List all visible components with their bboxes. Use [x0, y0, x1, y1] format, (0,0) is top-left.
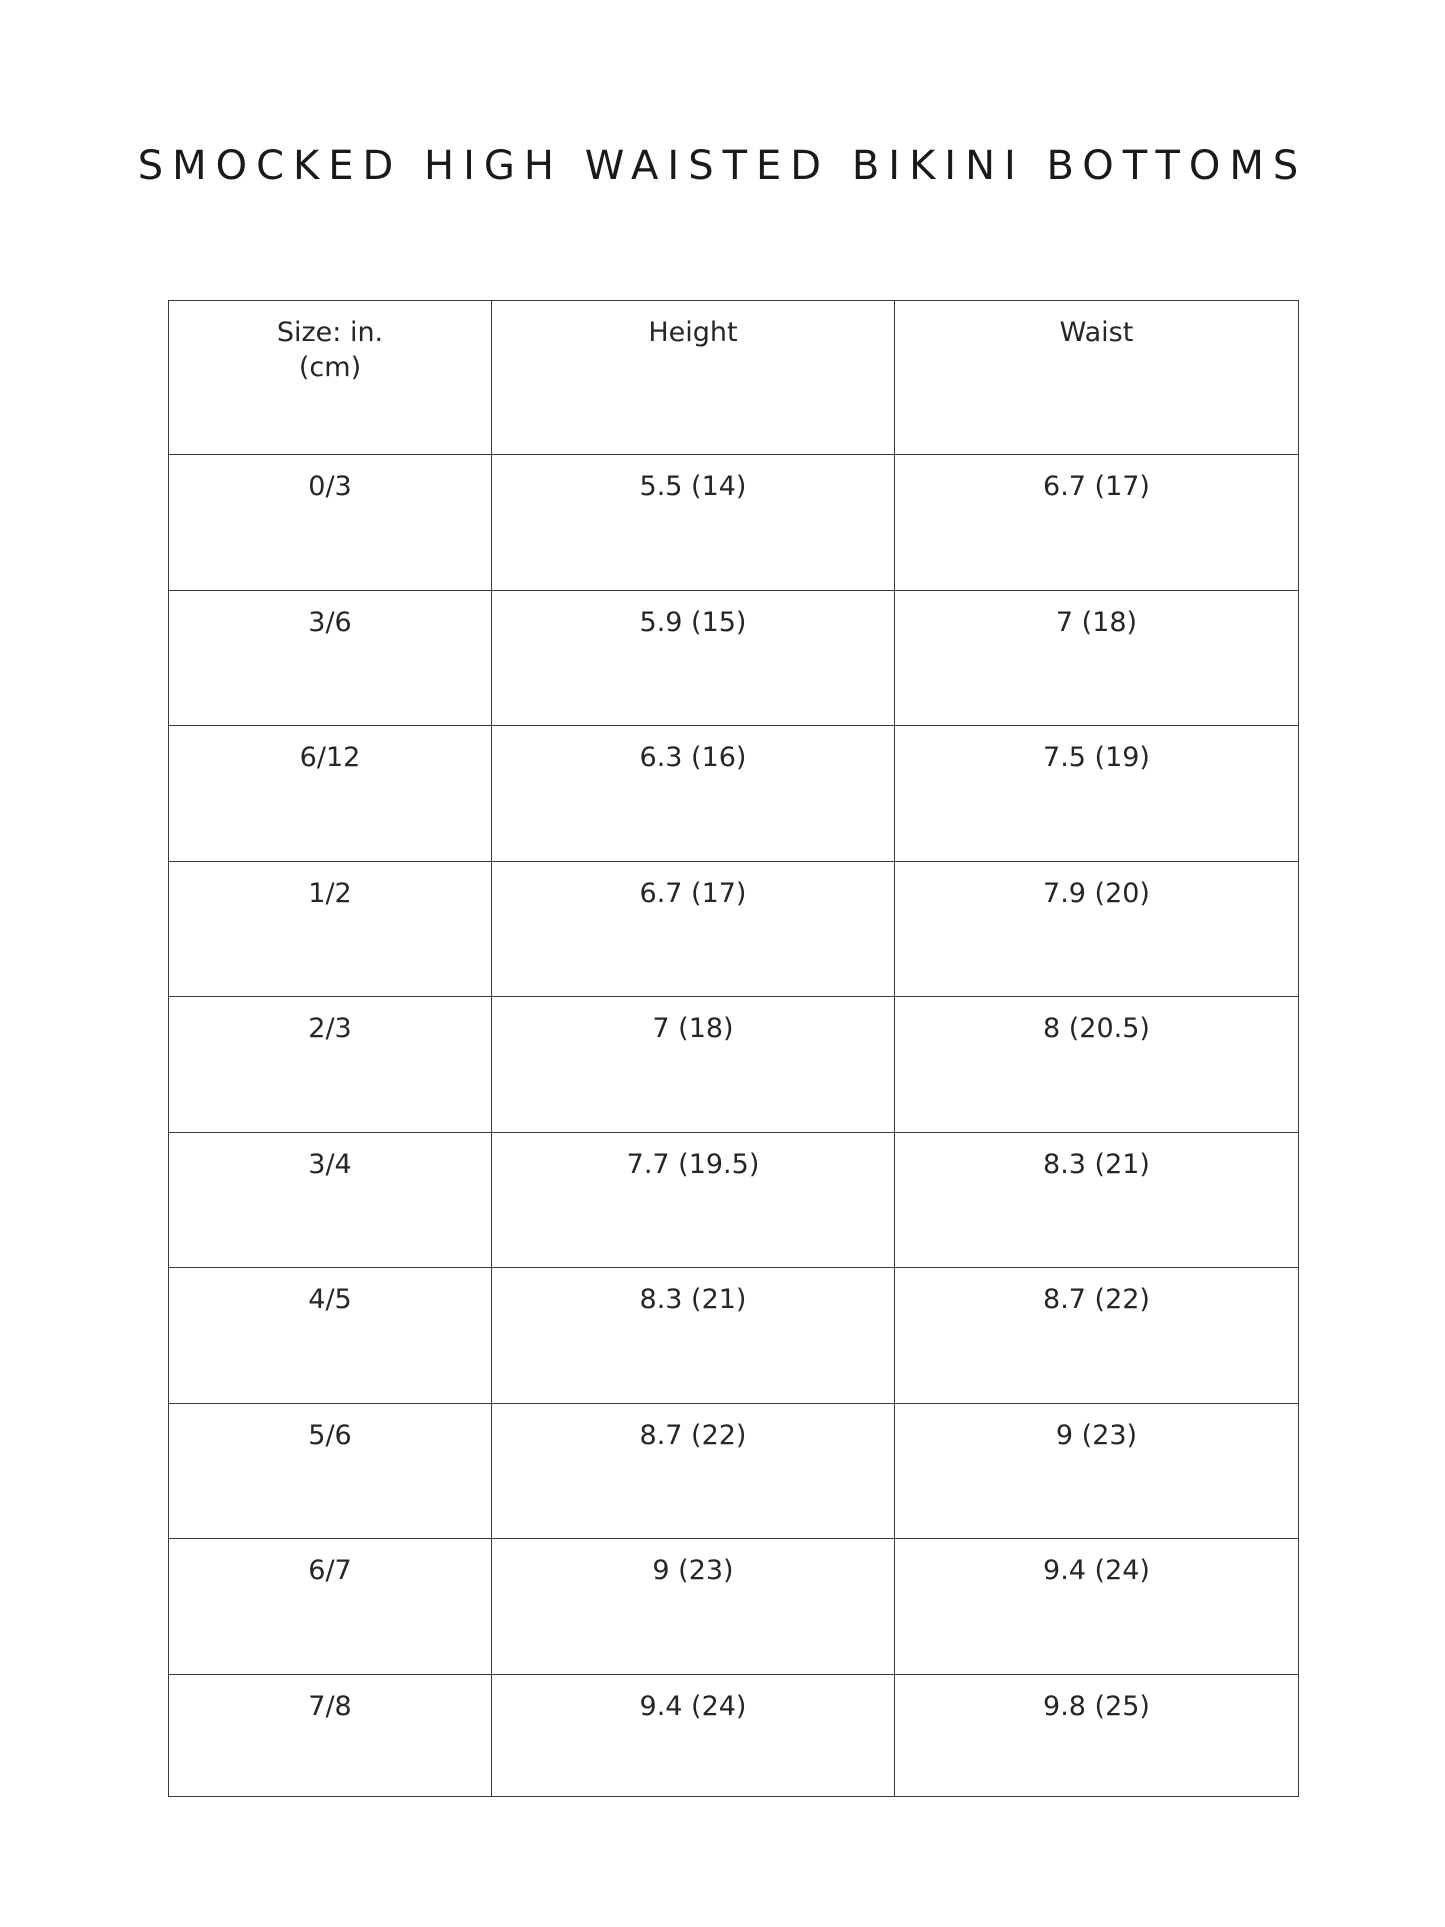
cell-height: 9 (23)	[492, 1539, 895, 1675]
cell-size: 3/6	[169, 590, 492, 726]
cell-size: 2/3	[169, 997, 492, 1133]
table-row	[169, 455, 1299, 591]
cell-height: 8.3 (21)	[492, 1268, 895, 1404]
table-row	[169, 1674, 1299, 1796]
header-waist: Waist	[895, 301, 1299, 455]
cell-size: 5/6	[169, 1403, 492, 1539]
cell-size: 6/7	[169, 1539, 492, 1675]
header-size	[169, 301, 492, 455]
table-row	[169, 1539, 1299, 1675]
size-chart-table	[168, 300, 1299, 1797]
table-row	[169, 861, 1299, 997]
table-header-row	[169, 301, 1299, 455]
cell-size: 0/3	[169, 455, 492, 591]
cell-size: 3/4	[169, 1132, 492, 1268]
header-height: Height	[492, 301, 895, 455]
cell-height: 6.7 (17)	[492, 861, 895, 997]
cell-height: 5.9 (15)	[492, 590, 895, 726]
cell-waist: 8.7 (22)	[895, 1268, 1299, 1404]
cell-waist: 7.5 (19)	[895, 726, 1299, 862]
cell-height: 5.5 (14)	[492, 455, 895, 591]
header-size-line2: (cm)	[298, 352, 362, 383]
table-row	[169, 1403, 1299, 1539]
table-row	[169, 726, 1299, 862]
cell-size: 4/5	[169, 1268, 492, 1404]
header-size-line1: Size: in.	[276, 317, 384, 348]
cell-waist: 8 (20.5)	[895, 997, 1299, 1133]
table-row	[169, 590, 1299, 726]
table-row	[169, 1268, 1299, 1404]
cell-height: 6.3 (16)	[492, 726, 895, 862]
cell-waist: 6.7 (17)	[895, 455, 1299, 591]
table-row	[169, 997, 1299, 1133]
cell-size: 6/12	[169, 726, 492, 862]
cell-waist: 7.9 (20)	[895, 861, 1299, 997]
cell-height: 9.4 (24)	[492, 1674, 895, 1796]
cell-waist: 9.8 (25)	[895, 1674, 1299, 1796]
cell-size: 1/2	[169, 861, 492, 997]
cell-waist: 7 (18)	[895, 590, 1299, 726]
cell-waist: 9 (23)	[895, 1403, 1299, 1539]
cell-size: 7/8	[169, 1674, 492, 1796]
cell-height: 7.7 (19.5)	[492, 1132, 895, 1268]
cell-waist: 8.3 (21)	[895, 1132, 1299, 1268]
cell-height: 7 (18)	[492, 997, 895, 1133]
table-row	[169, 1132, 1299, 1268]
cell-height: 8.7 (22)	[492, 1403, 895, 1539]
cell-waist: 9.4 (24)	[895, 1539, 1299, 1675]
page-title: SMOCKED HIGH WAISTED BIKINI BOTTOMS	[137, 143, 1308, 189]
